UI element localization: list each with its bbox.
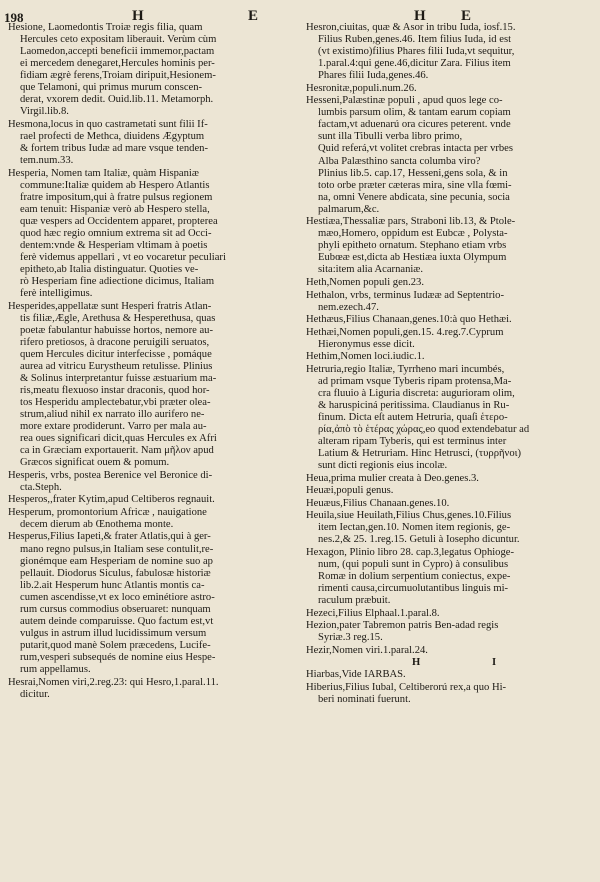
entry-line: Hezeci,Filius Elphaal.1.paral.8. bbox=[306, 607, 440, 619]
dictionary-entry bbox=[8, 494, 298, 506]
entry-line: sunt illa Tibulli verba libro primo, bbox=[318, 131, 463, 143]
entry-line: raculum præbuit. bbox=[318, 595, 391, 607]
dictionary-entry bbox=[306, 608, 596, 620]
entry-line: Syriæ.3 reg.15. bbox=[318, 632, 383, 644]
entry-line: factam,vt aduenarú ora cicures peterent. vnde bbox=[318, 119, 511, 131]
entry-line: nes.2,& 25. 1.reg.15. Getuli à Iosepho dicuntur. bbox=[318, 534, 520, 546]
entry-line: dicitur. bbox=[20, 688, 50, 700]
entry-line: lumbis parsum olim, & tantam earum copiam bbox=[318, 107, 511, 119]
entry-line: Laomedon,accepti beneficii immemor,pactam bbox=[20, 46, 215, 58]
entry-line: Hethim,Nomen loci.iudic.1. bbox=[306, 351, 425, 363]
entry-line: vulgus in astrum illud lucidissimum versum bbox=[20, 627, 207, 639]
sub-header-letter: H bbox=[412, 657, 421, 669]
entry-line: Quid referá,vt volitet crebras intacta per vrbes bbox=[318, 143, 514, 155]
dictionary-entry bbox=[8, 677, 298, 701]
entry-line: Heuæus,Filius Chanaan.genes.10. bbox=[306, 497, 450, 509]
entry-line: 1.paral.4:qui gene.46,dicitur Zara. Filius item bbox=[318, 58, 511, 70]
entry-line: Hesione, Laomedontis Troiæ regis filia, quam bbox=[8, 22, 203, 33]
entry-line: Romæ in dolium serpentium coniectus, expe- bbox=[318, 571, 511, 583]
entry-line: Filius Ruben,genes.46. Item filius Iuda, id est bbox=[318, 34, 512, 46]
dictionary-entry bbox=[306, 95, 596, 215]
entry-line: lib.2.ait Hesperum hunc Atlantis montis ca- bbox=[20, 579, 205, 591]
entry-line: ei mercedem denegaret,Hercules hominis per- bbox=[20, 58, 215, 70]
entry-line: quæ vespers ad Occidentem apparet, propterea bbox=[20, 215, 218, 227]
dictionary-entry bbox=[306, 682, 596, 706]
header-letter: E bbox=[248, 8, 259, 24]
entry-line: Hesperia, Nomen tam Italiæ, quàm Hispaniæ bbox=[8, 167, 199, 179]
right-column bbox=[306, 22, 596, 707]
entry-line: tem.num.33. bbox=[20, 155, 74, 167]
entry-line: item Iectan,gen.10. Nomen item regionis, ge- bbox=[318, 522, 511, 534]
entry-line: fidiam ægrè ferens,Troiam diripuit,Hesionem- bbox=[20, 70, 216, 82]
entry-line: dentem:vnde & Hesperiam vltimam à poetis bbox=[20, 239, 208, 251]
dictionary-entry bbox=[306, 485, 596, 497]
dictionary-entry bbox=[306, 290, 596, 314]
entry-line: Hethæi,Nomen populi,gen.15. 4.reg.7.Cyprum bbox=[306, 326, 504, 338]
dictionary-entry bbox=[306, 645, 596, 657]
dictionary-entry bbox=[306, 620, 596, 644]
entry-line: cta.Steph. bbox=[20, 481, 62, 493]
entry-line: gionémque eam Hesperiam de nomine suo ap bbox=[20, 555, 213, 567]
dictionary-entry bbox=[306, 314, 596, 326]
entry-line: Hesmona,locus in quo castrametati sunt filii If- bbox=[8, 118, 208, 130]
entry-line: & fortem tribus Iudæ ad mare vsque tenden- bbox=[20, 142, 208, 154]
entry-line: quod hæc regio omnium extrema sit ad Occi- bbox=[20, 227, 212, 239]
entry-line: rum,vesperi subsequés de nomine eius Hespe- bbox=[20, 651, 216, 663]
entry-line: rael profecti de Methca, diuidens Ægyptum bbox=[20, 130, 205, 142]
entry-line: ρία,ἀπὸ τὸ ἑτέρας χώρας,eo quod extendebatur ad bbox=[318, 424, 530, 436]
dictionary-entry bbox=[306, 83, 596, 95]
entry-line: Hetruria,regio Italiæ, Tyrrheno mari incumbés, bbox=[306, 363, 505, 375]
entry-line: phyli epitheto ornatum. Stephano etiam vrbs bbox=[318, 240, 507, 252]
header-letter: E bbox=[461, 8, 472, 24]
dictionary-entry bbox=[306, 364, 596, 472]
entry-line: Hiarbas,Vide IARBAS. bbox=[306, 669, 406, 681]
entry-line: Hezir,Nomen viri.1.paral.24. bbox=[306, 644, 428, 656]
dictionary-entry bbox=[306, 22, 596, 82]
entry-line: Phares filii Iuda,genes.46. bbox=[318, 70, 429, 82]
entry-line: cumen ascendisse,vt ex loco eminétiore astro- bbox=[20, 591, 215, 603]
entry-line: Hethæus,Filius Chanaan,genes.10:à quo Hethæi. bbox=[306, 314, 512, 326]
entry-line: cra fluuio à Liguria discreta: augurioram olim, bbox=[318, 387, 515, 399]
entry-line: fratre impositum,qui à fratre pulsus regionem bbox=[20, 191, 213, 203]
entry-line: beri nominati fuerunt. bbox=[318, 694, 411, 706]
entry-line: ad primam vsque Tyberis ripam protensa,Ma- bbox=[318, 375, 512, 387]
entry-line: Virgil.lib.8. bbox=[20, 106, 69, 118]
entry-line: ca in Græciam exportauerit. Nam μῆλον apud bbox=[20, 445, 214, 457]
entry-line: Hieronymus esse dicit. bbox=[318, 338, 415, 350]
entry-line: Hezion,pater Tabremon patris Ben-adad regis bbox=[306, 620, 499, 632]
entry-line: ferè videmus appellari , vt eo vocaretur peculiari bbox=[20, 251, 226, 263]
dictionary-entry bbox=[8, 301, 298, 470]
entry-line: sunt dicti regionis eius incolæ. bbox=[318, 460, 448, 472]
entry-line: tos Hesperidu amplectebatur,vbi præter olea- bbox=[20, 396, 211, 408]
entry-line: Hesron,ciuitas, quæ & Asor in tribu Iuda, iosf.15. bbox=[306, 22, 516, 33]
dictionary-entry bbox=[8, 507, 298, 531]
entry-line: Alba Palæsthino sancta columba viro? bbox=[318, 155, 481, 167]
entry-line: & haruspiciná peritissima. Claudianus in Ru- bbox=[318, 399, 510, 411]
entry-line: nem.ezech.47. bbox=[318, 301, 379, 313]
entry-line: strum,aliud nihil ex narrato illo aurifero ne- bbox=[20, 409, 205, 420]
entry-line: aurea ad vitricu Eurystheum retulisse. Plinius bbox=[20, 360, 213, 372]
entry-line: Plinius lib.5. cap.17, Hesseni,gens sola, & in bbox=[318, 167, 508, 179]
entry-line: rum appellamus. bbox=[20, 663, 91, 675]
dictionary-entry bbox=[306, 669, 596, 681]
dictionary-entry bbox=[306, 498, 596, 510]
dictionary-entry bbox=[8, 22, 298, 118]
dictionary-entry bbox=[306, 547, 596, 607]
entry-line: (vt existimo)filius Phares filii Iuda,vt sequitur, bbox=[318, 46, 515, 58]
entry-line: Hethalon, vrbs, terminus Iudææ ad Septentrio- bbox=[306, 289, 505, 301]
entry-line: mæo,Homero, oppidum est Eubcæ , Polysta- bbox=[318, 228, 508, 240]
dictionary-entry bbox=[8, 531, 298, 676]
entry-line: finum. Dicta eſt autem Hetruria, quaſi ἑτερο- bbox=[318, 412, 508, 423]
entry-line: Hesperides,appellatæ sunt Hesperi fratris Atlan- bbox=[8, 300, 212, 312]
entry-line: more extare prodiderunt. Varro per mala au- bbox=[20, 421, 207, 433]
entry-line: ris,meatu flexuoso instar draconis, quod hor- bbox=[20, 384, 210, 396]
page-number: 198 bbox=[4, 10, 24, 25]
header-letter: H bbox=[414, 8, 426, 24]
entry-line: Græcos significat ouem & pomum. bbox=[20, 457, 170, 469]
entry-line: Hesperos,,frater Kytim,apud Celtiberos regnauit. bbox=[8, 494, 215, 506]
entry-line: sita:item alia Acarnaniæ. bbox=[318, 264, 424, 276]
dictionary-entry bbox=[8, 470, 298, 494]
entry-line: Hesperus,Filius Iapeti,& frater Atlatis,qui à ger- bbox=[8, 531, 211, 543]
left-column bbox=[8, 22, 298, 701]
section-sub-header bbox=[306, 657, 596, 669]
entry-line: na, omni Venere abdicata, sine pecunia, socia bbox=[318, 191, 510, 203]
entry-line: Hesperum, promontorium Africæ , nauigatione bbox=[8, 506, 207, 518]
dictionary-entry bbox=[8, 168, 298, 301]
entry-line: epitheto,ab Italia distinguatur. Quoties ve- bbox=[20, 263, 199, 275]
dictionary-entry bbox=[306, 216, 596, 276]
entry-line: putarit,quod manè Solem præcedens, Lucife- bbox=[20, 639, 211, 651]
dictionary-entry bbox=[306, 351, 596, 363]
entry-line: Heth,Nomen populi gen.23. bbox=[306, 276, 424, 288]
entry-line: num, (qui populi sunt in Cypro) à consulibus bbox=[318, 559, 509, 571]
entry-line: & Solinus interpretantur fuisse æstuarium ma- bbox=[20, 372, 217, 384]
entry-line: Heuæi,populi genus. bbox=[306, 485, 394, 497]
entry-line: rifero pretiosos, à dracone peruigili seruatos, bbox=[20, 336, 210, 348]
entry-line: decem dierum ab Œnothema monte. bbox=[20, 518, 174, 530]
entry-line: Eubœæ est,dicta ab Hestiæa iuxta Olympum bbox=[318, 252, 507, 264]
entry-line: Hesrai,Nomen viri,2.reg.23: qui Hesro,1.paral.11. bbox=[8, 676, 219, 688]
entry-line: Hesperis, vrbs, postea Berenice vel Beronice di- bbox=[8, 469, 213, 481]
header-letter: H bbox=[132, 8, 144, 24]
entry-line: Heuila,siue Heuilath,Filius Chus,genes.10.Filius bbox=[306, 510, 512, 522]
dictionary-entry bbox=[306, 473, 596, 485]
entry-line: eam tenuit: Hispaniæ verò ab Hespero stella, bbox=[20, 203, 210, 215]
dictionary-entry bbox=[306, 510, 596, 546]
entry-line: Hexagon, Plinio libro 28. cap.3,legatus Ophioge- bbox=[306, 547, 515, 559]
dictionary-entry bbox=[306, 277, 596, 289]
entry-line: palmarum,&c. bbox=[318, 203, 380, 215]
entry-line: rimenti causa,circumuolutantibus linguis mi- bbox=[318, 583, 509, 595]
entry-line: alteram ripam Tyberis, qui est terminus inter bbox=[318, 436, 507, 448]
entry-line: Hercules ceto expositam liberauit. Verùm cùm bbox=[20, 34, 217, 46]
entry-line: pellauit. Diodorus Siculus, fabulosæ historiæ bbox=[20, 567, 211, 579]
entry-line: autem deinde comparuisse. Quo factum est,vt bbox=[20, 615, 214, 627]
entry-line: Hiberius,Filius Iubal, Celtiberorú rex,a quo Hi- bbox=[306, 681, 507, 693]
entry-line: tis filiæ,Ægle, Arethusa & Hesperethusa, quas bbox=[20, 312, 216, 324]
entry-line: ferè intelligimus. bbox=[20, 288, 93, 300]
entry-line: rò Hesperiam fine adiectione dicimus, Italiam bbox=[20, 275, 215, 287]
entry-line: que Telamoni, qui primus murum conscen- bbox=[20, 82, 203, 94]
entry-line: quem Hercules dicitur interfecisse , pomáque bbox=[20, 348, 212, 360]
dictionary-entry bbox=[306, 327, 596, 351]
entry-line: poetæ fabulantur habuisse hortos, nemore au- bbox=[20, 324, 213, 336]
entry-line: toto orbe præter cæteras mira, sine vlla fœmi- bbox=[318, 179, 512, 191]
entry-line: rea oues significari dicit,quas Hercules ex Afri bbox=[20, 433, 217, 445]
entry-line: Hesronitæ,populi.num.26. bbox=[306, 82, 417, 94]
entry-line: commune:Italiæ quidem ab Hespero Atlantis bbox=[20, 179, 210, 191]
entry-line: rum cursus commodius obseruaret: nunquam bbox=[20, 603, 211, 615]
entry-line: mano regno pulsus,in Italiam sese contulit,re- bbox=[20, 543, 214, 555]
entry-line: Hestiæa,Thessaliæ pars, Straboni lib.13, & Ptole- bbox=[306, 216, 516, 228]
sub-header-letter: I bbox=[492, 657, 497, 669]
entry-line: Heua,prima mulier creata à Deo.genes.3. bbox=[306, 472, 479, 484]
entry-line: derat, vxorem dedit. Ouid.lib.11. Metamorph. bbox=[20, 94, 214, 106]
entry-line: Hesseni,Palæstinæ populi , apud quos lege co- bbox=[306, 95, 503, 107]
entry-line: Latium & Hetruriam. Hinc Hetrusci, (τυρρῆνοι) bbox=[318, 448, 521, 460]
dictionary-entry bbox=[8, 119, 298, 167]
